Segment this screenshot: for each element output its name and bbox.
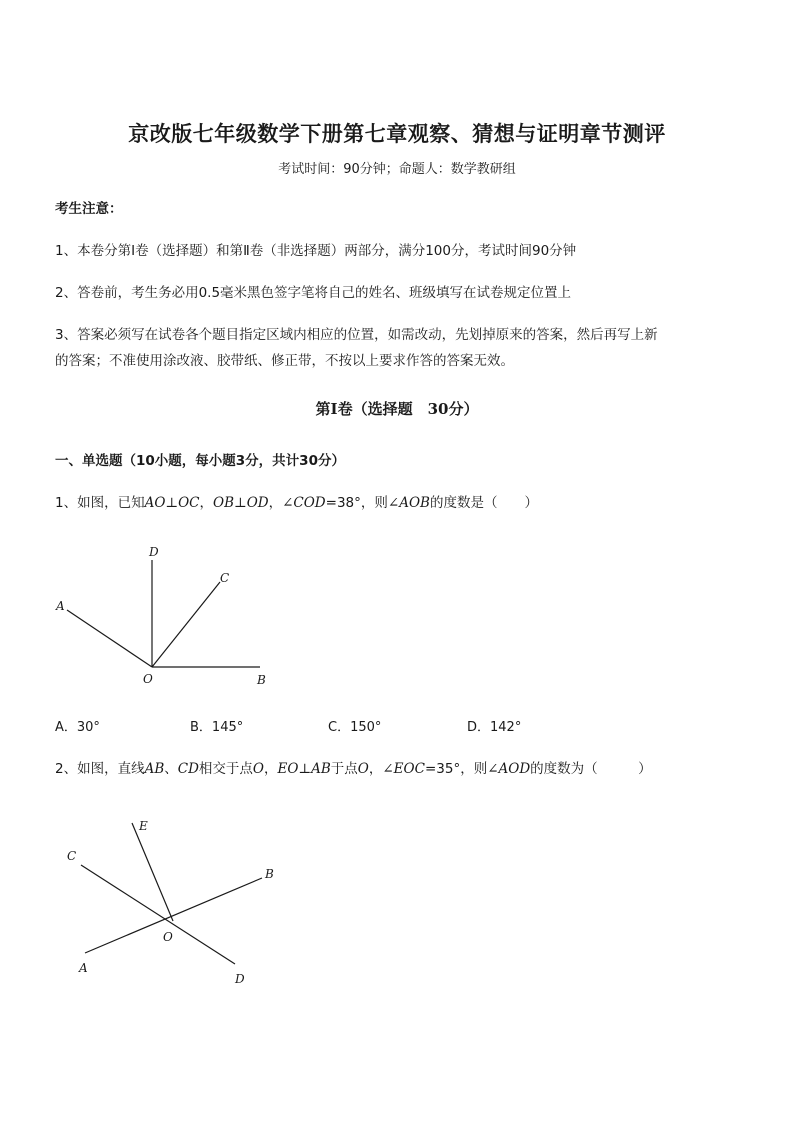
q2-label-d: D: [235, 972, 245, 986]
q1-label-d: D: [149, 545, 159, 559]
q1-prefix: 1、如图，已知: [55, 495, 145, 511]
notice-item-1: 1、本卷分第Ⅰ卷（选择题）和第Ⅱ卷（非选择题）两部分，满分100分，考试时间90分钟: [55, 243, 577, 259]
q1-value: =38°: [325, 495, 361, 511]
q2-l2: CD: [177, 761, 199, 777]
q1-ask: ∠AOB: [387, 495, 430, 511]
q2-mid2: 于点: [330, 761, 358, 777]
q1-option-c[interactable]: C．150°: [328, 720, 382, 735]
exam-subtitle: 考试时间：90分钟；命题人：数学教研组: [278, 162, 516, 177]
q1-option-b[interactable]: B．145°: [190, 720, 244, 735]
notice-item-2: 2、答卷前，考生务必用0.5毫米黑色签字笔将自己的姓名、班级填写在试卷规定位置上: [55, 285, 572, 301]
notice-heading: 考生注意：: [55, 201, 123, 217]
notice-item-3-line-2: 的答案；不准使用涂改液、胶带纸、修正带，不按以上要求作答的答案无效。: [55, 353, 514, 369]
q2-l1: AB: [144, 761, 165, 777]
q1-ray-oa: [67, 610, 152, 667]
q2-ask-prefix: ，则: [460, 761, 488, 777]
q2-ray-oe: [132, 823, 173, 921]
q1-sep1: ，: [199, 495, 214, 511]
q2-ask: ∠AOD: [487, 761, 531, 777]
q2-p1: O: [252, 761, 264, 777]
q1-label-c: C: [220, 571, 230, 585]
q1-suffix: 的度数是（ ）: [429, 495, 538, 511]
q2-sep3: ，: [368, 761, 383, 777]
q2-label-o: O: [163, 930, 173, 944]
q2-mid1: 相交于点: [198, 761, 253, 777]
q1-ask-prefix: ，则: [360, 495, 388, 511]
question-1-text: [55, 490, 745, 516]
q2-label-e: E: [139, 819, 148, 833]
q1-option-d[interactable]: D．142°: [467, 720, 522, 735]
exam-title: 京改版七年级数学下册第七章观察、猜想与证明章节测评: [128, 121, 666, 146]
q1-label-b: B: [257, 673, 266, 687]
q2-label-b: B: [265, 867, 274, 881]
part-heading: 一、单选题（10小题，每小题3分，共计30分）: [55, 453, 345, 469]
q1-cond1: AO⊥OC: [144, 495, 200, 511]
q2-line-ab: [85, 878, 262, 953]
section-title: 第Ⅰ卷（选择题 30分）: [315, 400, 479, 418]
q1-label-o: O: [143, 672, 153, 686]
q1-ray-oc: [152, 582, 220, 667]
q1-figure: [45, 540, 285, 690]
q2-figure: [55, 810, 295, 995]
q2-label-a: A: [79, 961, 88, 975]
q2-p2: O: [357, 761, 369, 777]
q2-sep2: ，: [264, 761, 278, 777]
q2-angle: ∠EOC: [382, 761, 425, 777]
q2-value: =35°: [424, 761, 461, 777]
q2-line-cd: [81, 865, 235, 964]
notice-item-3-line-1: 3、答案必须写在试卷各个题目指定区域内相应的位置，如需改动，先划掉原来的答案，然后再写上新: [55, 327, 658, 343]
q1-label-a: A: [56, 599, 65, 613]
q2-suffix: 的度数为（ ）: [530, 761, 652, 777]
q2-prefix: 2、如图，直线: [55, 761, 145, 777]
q2-sep1: 、: [164, 761, 178, 777]
q1-cond3: ∠COD: [282, 495, 326, 511]
q2-label-c: C: [67, 849, 77, 863]
q1-option-a[interactable]: A．30°: [55, 720, 100, 735]
q1-sep2: ，: [268, 495, 283, 511]
question-2-text: [55, 756, 745, 782]
q1-cond2: OB⊥OD: [213, 495, 269, 511]
q2-cond: EO⊥AB: [277, 761, 331, 777]
